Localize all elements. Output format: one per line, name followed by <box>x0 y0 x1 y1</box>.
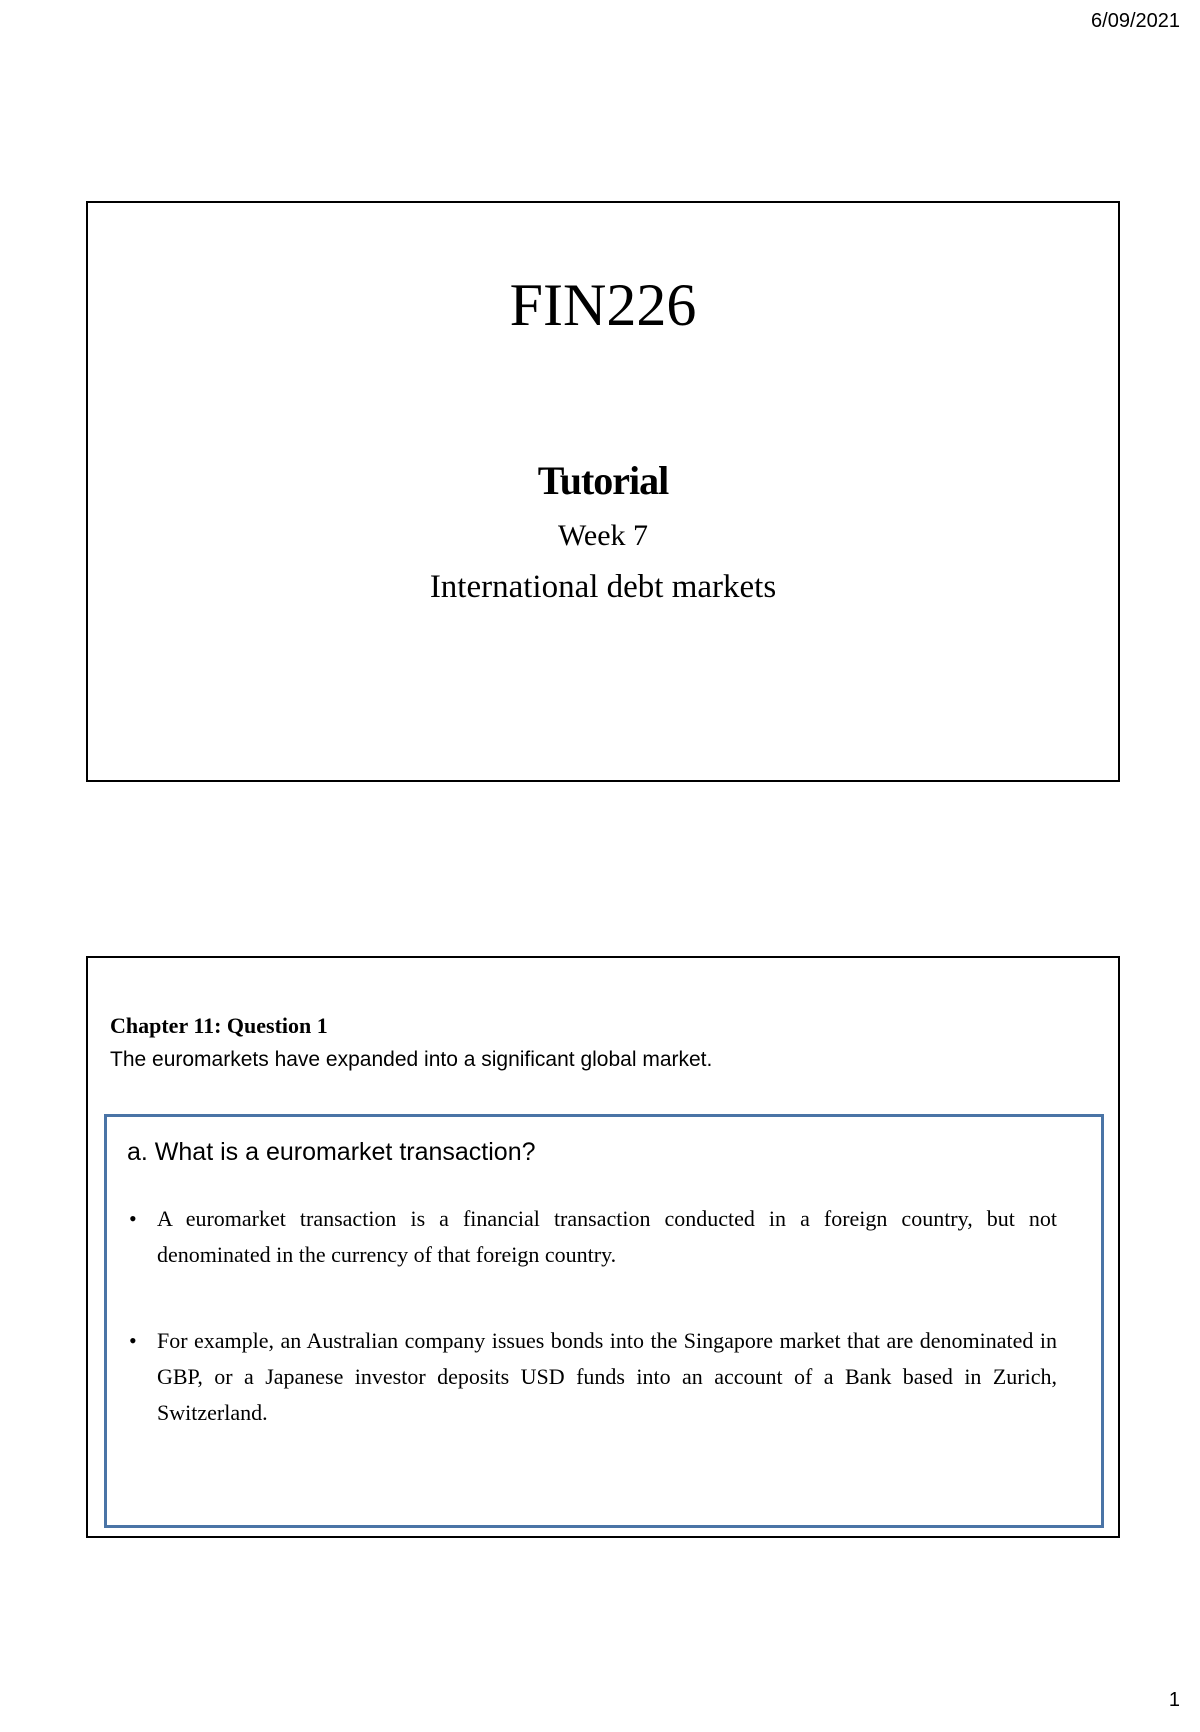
list-item <box>127 1201 1057 1273</box>
bullet-dot-icon: • <box>129 1328 137 1353</box>
bullet-text: For example, an Australian company issues bonds into the Singapore market that are denominated in GBP, or a Japanese investor deposits USD funds into an account of a Bank based in Zurich, Switzerland. <box>157 1328 1057 1425</box>
bullet-text: A euromarket transaction is a financial transaction conducted in a foreign country, but not denominated in the currency of that foreign country. <box>157 1206 1057 1267</box>
list-item <box>127 1323 1057 1431</box>
tutorial-label: Tutorial <box>537 458 669 503</box>
week-label: Week 7 <box>557 519 649 552</box>
topic-label: International debt markets <box>429 569 777 605</box>
page-number: 1 <box>1168 1689 1180 1711</box>
question-slide <box>86 956 1120 1538</box>
title-slide <box>86 201 1120 782</box>
question-text: a. What is a euromarket transaction? <box>127 1138 536 1166</box>
chapter-heading: Chapter 11: Question 1 <box>110 1013 328 1038</box>
answer-box <box>104 1114 1104 1528</box>
chapter-intro: The euromarkets have expanded into a significant global market. <box>110 1048 713 1071</box>
bullet-dot-icon: • <box>129 1206 137 1231</box>
answer-bullet-list <box>127 1201 1057 1431</box>
course-code: FIN226 <box>509 272 697 338</box>
page-date: 6/09/2021 <box>1091 10 1180 32</box>
